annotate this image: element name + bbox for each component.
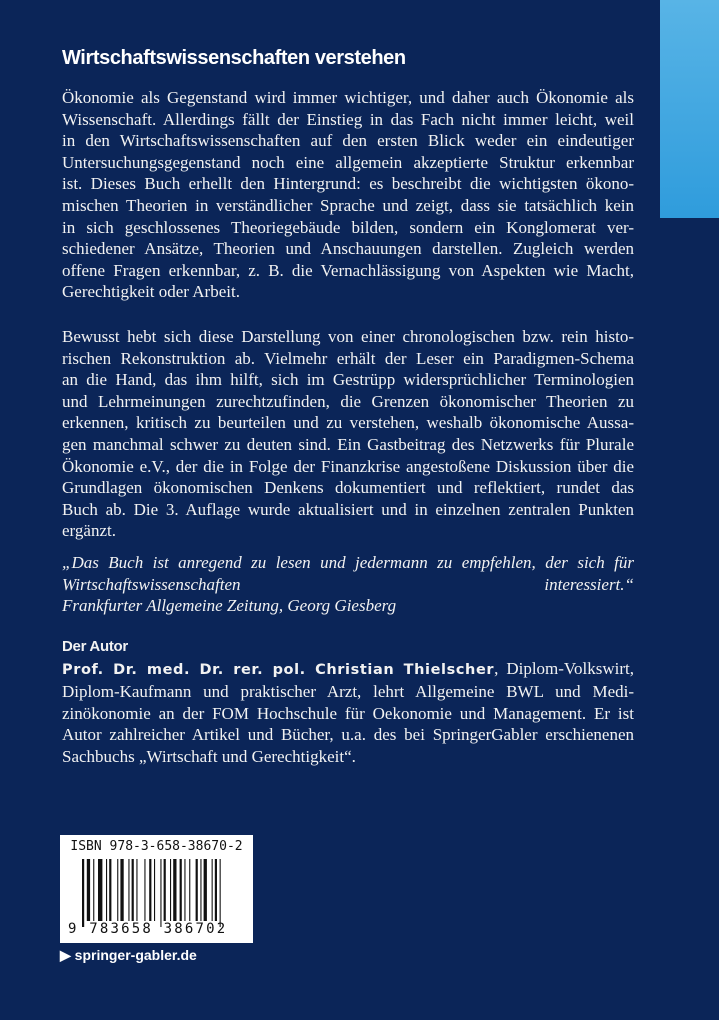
text-line: Gerechtigkeit oder Arbeit. <box>62 282 240 302</box>
barcode-bar <box>215 859 217 921</box>
barcode-bar <box>154 859 155 921</box>
author-first-line <box>62 658 634 682</box>
barcode-bar <box>196 859 198 921</box>
author-name: Prof. Dr. med. Dr. rer. pol. Christian Thielscher <box>62 661 495 678</box>
barcode-bar <box>200 859 201 921</box>
text-line: Bewusst hebt sich diese Darstellung von einer chronologischen bzw. rein histo- <box>62 327 634 346</box>
barcode-bar <box>180 859 182 921</box>
text-line: ist. Dieses Buch erhellt den Hintergrund: es beschreibt die wichtigsten ökono- <box>62 174 634 194</box>
arrow-right-icon: ▶ <box>60 947 75 963</box>
author-section <box>62 636 634 768</box>
barcode-bar <box>144 859 145 921</box>
accent-bar <box>660 0 719 218</box>
barcode-bar <box>117 859 118 921</box>
barcode-bar <box>204 859 207 921</box>
barcode-bar <box>98 859 102 921</box>
text-line: in sich geschlossenes Theoriegebäude bilden, sondern ein Konglomerat ver- <box>62 217 634 237</box>
author-bio <box>62 681 634 767</box>
publisher-link-text[interactable]: springer-gabler.de <box>74 947 197 963</box>
text-line: Ökonomie e.V., der die in Folge der Finanzkrise angestoßene Diskussion über die <box>62 456 634 476</box>
text-line: Wissenschaft. Allerdings fällt der Einstieg in das Fach nicht immer leicht, weil <box>62 109 634 129</box>
text-line: erkennen, kritisch zu beurteilen und zu verstehen, weshalb ökonomische Aussa- <box>62 413 634 433</box>
barcode-bar <box>164 859 166 921</box>
text-line: ergänzt. <box>62 521 116 541</box>
text-line: schiedener Ansätze, Theorien und Anschauungen darstellen. Zugleich werden <box>62 239 634 259</box>
description-paragraph-1 <box>62 87 634 303</box>
barcode-bar <box>136 859 137 921</box>
barcode-bar <box>106 859 107 921</box>
barcode-bar <box>149 859 151 921</box>
press-quote <box>62 552 634 617</box>
text-line: Untersuchungsgegenstand noch eine allgemein akzeptierte Struktur erkennbar <box>62 152 634 172</box>
barcode-bar <box>160 859 161 927</box>
barcode-bars <box>72 859 247 927</box>
text-line: Autor zahlreicher Artikel und Bücher, u.a. des bei SpringerGabler erschienenen <box>62 725 634 745</box>
barcode-bar <box>109 859 111 921</box>
text-line: an die Hand, das ihm hilft, sich im Gestrüpp widersprüchlicher Terminologien <box>62 370 634 390</box>
text-line: Buch ab. Die 3. Auflage wurde aktualisiert und in einzelnen zentralen Punkten <box>62 499 634 519</box>
text-line: gen manchmal schwer zu deuten sind. Ein Gastbeitrag des Netzwerks für Plurale <box>62 434 634 454</box>
barcode-bar <box>132 859 134 921</box>
barcode-bar <box>82 859 84 927</box>
text-line: Grundlagen ökonomischen Denkens dokumentiert und reflektiert, rundet das <box>62 478 634 498</box>
barcode-digits: 9 783658 386702 <box>68 921 228 937</box>
barcode-bar <box>128 859 129 921</box>
text-line: in den Wirtschaftswissenschaften auf den ersten Blick weder ein eindeutiger <box>62 131 634 151</box>
text-line: „Das Buch ist anregend zu lesen und jedermann zu empfehlen, der sich für <box>62 553 634 572</box>
barcode-bar <box>220 859 221 927</box>
barcode-bar <box>87 859 90 921</box>
text-line: Ökonomie als Gegenstand wird immer wichtiger, und daher auch Ökonomie als <box>62 88 634 107</box>
text-line: Sachbuchs „Wirtschaft und Gerechtigkeit“. <box>62 746 356 766</box>
barcode-bar <box>120 859 123 921</box>
isbn-text: ISBN 978-3-658-38670-2 <box>70 839 243 854</box>
book-title: Wirtschaftswissenschaften verstehen <box>62 47 406 69</box>
barcode-bar <box>170 859 171 921</box>
text-line: mischen Theorien in verständlicher Sprache und zeigt, dass sie tatsächlich kein <box>62 195 634 215</box>
text-line: rischen Rekonstruktion ab. Vielmehr erhält der Leser ein Paradigmen-Schema <box>62 348 634 368</box>
text-line: und Lehrmeinungen zurechtzufinden, die Grenzen ökonomischer Theorien zu <box>62 391 634 411</box>
description-paragraph-2 <box>62 326 634 542</box>
isbn-barcode <box>60 835 253 943</box>
barcode-bar <box>173 859 176 921</box>
barcode-bar <box>93 859 94 921</box>
author-heading: Der Autor <box>62 638 128 655</box>
text-line: zinökonomie an der FOM Hochschule für Oekonomie und Management. Er ist <box>62 703 634 723</box>
text-line: Diplom-Kaufmann und praktischer Arzt, lehrt Allgemeine BWL und Medi- <box>62 682 634 702</box>
barcode-bar <box>184 859 185 921</box>
text-line: Frankfurter Allgemeine Zeitung, Georg Giesberg <box>62 596 397 616</box>
publisher-link[interactable] <box>60 947 197 964</box>
text-line: Wirtschaftswissenschaften interessiert.“ <box>62 574 634 594</box>
author-title-text: , Diplom-Volkswirt, <box>494 658 634 678</box>
barcode-bar <box>189 859 190 921</box>
text-line: offene Fragen erkennbar, z. B. die Vernachlässigung von Aspekten wie Macht, <box>62 260 634 280</box>
barcode-bar <box>212 859 213 921</box>
